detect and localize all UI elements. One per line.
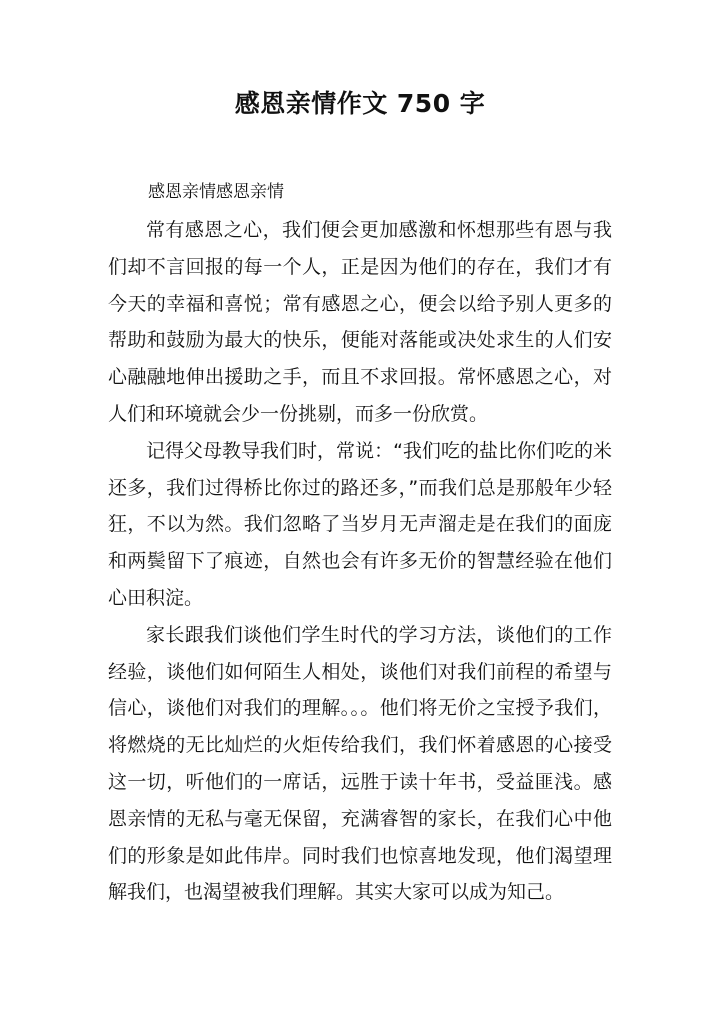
page-title: 感恩亲情作文 750 字 (234, 89, 486, 118)
paragraph: 记得父母教导我们时，常说：“我们吃的盐比你们吃的米还多，我们过得桥比你过的路还多，”而我们总是那般年少轻狂，不以为然。我们忽略了当岁月无声溜走是在我们的面庞和两鬓留下了痕迹，自然也会有许多无价的智慧经验在他们心田积淀。 (108, 439, 612, 609)
document-body (108, 212, 612, 911)
document-subtitle: 感恩亲情感恩亲情 (148, 182, 284, 202)
paragraph: 家长跟我们谈他们学生时代的学习方法，谈他们的工作经验，谈他们如何陌生人相处，谈他们对我们前程的希望与信心，谈他们对我们的理解。。。他们将无价之宝授予我们，将燃烧的无比灿烂的火炬传给我们，我们怀着感恩的心接受这一切，听他们的一席话，远胜于读十年书，受益匪浅。感恩亲情的无私与毫无保留，充满睿智的家长，在我们心中他们的形象是如此伟岸。同时我们也惊喜地发现，他们渴望理解我们，也渴望被我们理解。其实大家可以成为知己。 (108, 623, 612, 904)
paragraph: 常有感恩之心，我们便会更加感激和怀想那些有恩与我们却不言回报的每一个人，正是因为他们的存在，我们才有今天的幸福和喜悦；常有感恩之心，便会以给予别人更多的帮助和鼓励为最大的快乐，便能对落能或决处求生的人们安心融融地伸出援助之手，而且不求回报。常怀感恩之心，对人们和环境就会少一份挑剔，而多一份欣赏。 (108, 219, 612, 425)
